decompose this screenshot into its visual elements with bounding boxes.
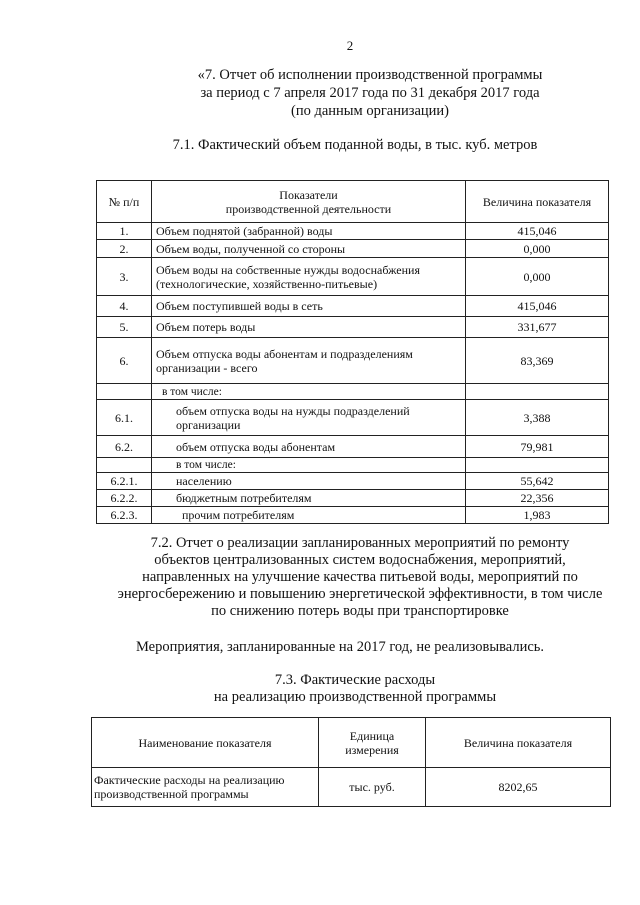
row-num: 5. (97, 317, 152, 338)
row-indicator: прочим потребителям (152, 507, 466, 524)
row-value (466, 458, 609, 473)
section-7-3-title (0, 672, 640, 706)
header-indicator-name: Наименование показателя (92, 718, 319, 768)
row-indicator: Объем потерь воды (152, 317, 466, 338)
header-num: № п/п (97, 181, 152, 223)
row-num: 6. (97, 338, 152, 384)
table-row (97, 400, 609, 436)
row-indicator: населению (152, 473, 466, 490)
row-num: 6.1. (97, 400, 152, 436)
row-value: 8202,65 (426, 768, 611, 807)
table-row (92, 768, 611, 807)
table-row (97, 258, 609, 296)
row-num (97, 384, 152, 400)
table-row (97, 317, 609, 338)
table-row (97, 473, 609, 490)
table-row (97, 458, 609, 473)
row-value: 79,981 (466, 436, 609, 458)
row-indicator: в том числе: (152, 384, 466, 400)
table-row (97, 436, 609, 458)
header-value: Величина показателя (426, 718, 611, 768)
row-num: 2. (97, 240, 152, 258)
section-7-title-line: за период с 7 апреля 2017 года по 31 декабря 2017 года (200, 85, 540, 101)
row-value: 22,356 (466, 490, 609, 507)
row-value: 0,000 (466, 258, 609, 296)
page-number: 2 (346, 38, 354, 53)
row-indicator: бюджетным потребителям (152, 490, 466, 507)
row-indicator: Объем воды на собственные нужды водоснабжения (технологические, хозяйственно-питьевые) (152, 258, 466, 296)
row-num: 4. (97, 296, 152, 317)
table-row (97, 507, 609, 524)
row-unit: тыс. руб. (319, 768, 426, 807)
row-value: 55,642 (466, 473, 609, 490)
section-7-3-title-line: 7.3. Фактические расходы (274, 672, 436, 688)
section-7-title-line: (по данным организации) (290, 103, 449, 119)
section-7-2-note: Мероприятия, запланированные на 2017 год, не реализовывались. (135, 639, 545, 655)
row-num: 6.2.3. (97, 507, 152, 524)
table-row (97, 384, 609, 400)
section-7-2-title-line: направленных на улучшение качества питьевой воды, мероприятий по (142, 569, 578, 585)
row-value: 1,983 (466, 507, 609, 524)
row-indicator: Объем поступившей воды в сеть (152, 296, 466, 317)
section-7-2-title-line: объектов централизованных систем водоснабжения, мероприятий, (154, 552, 566, 568)
row-indicator: Объем воды, полученной со стороны (152, 240, 466, 258)
row-num: 6.2.1. (97, 473, 152, 490)
header-indicator: Показатели производственной деятельности (152, 181, 466, 223)
table-row (97, 240, 609, 258)
table-row (97, 490, 609, 507)
row-num: 3. (97, 258, 152, 296)
row-indicator: Объем поднятой (забранной) воды (152, 223, 466, 240)
section-7-title-line: «7. Отчет об исполнении производственной программы (197, 67, 543, 83)
section-7-1-title: 7.1. Фактический объем поданной воды, в тыс. куб. метров (172, 137, 538, 153)
row-indicator: Объем отпуска воды абонентам и подразделениям организации - всего (152, 338, 466, 384)
row-num: 1. (97, 223, 152, 240)
row-num: 6.2.2. (97, 490, 152, 507)
section-7-2-title (0, 535, 640, 620)
row-value: 415,046 (466, 223, 609, 240)
section-7-2-title-line: 7.2. Отчет о реализации запланированных мероприятий по ремонту (150, 535, 570, 551)
row-value: 331,677 (466, 317, 609, 338)
row-value: 3,388 (466, 400, 609, 436)
row-value: 415,046 (466, 296, 609, 317)
section-7-title (0, 66, 640, 120)
row-num: 6.2. (97, 436, 152, 458)
row-value (466, 384, 609, 400)
table-header-row (97, 181, 609, 223)
row-num (97, 458, 152, 473)
section-7-3-title-line: на реализацию производственной программы (213, 689, 497, 705)
table-row (97, 338, 609, 384)
table-row (97, 223, 609, 240)
header-value: Величина показателя (466, 181, 609, 223)
water-volume-table (96, 180, 609, 524)
header-unit: Единица измерения (319, 718, 426, 768)
row-value: 83,369 (466, 338, 609, 384)
row-indicator: объем отпуска воды на нужды подразделений организации (152, 400, 466, 436)
row-indicator: Фактические расходы на реализацию производственной программы (92, 768, 319, 807)
section-7-2-title-line: энергосбережению и повышению энергетической эффективности, в том числе (117, 586, 603, 602)
section-7-2-title-line: по снижению потерь воды при транспортировке (211, 603, 509, 619)
table-header-row (92, 718, 611, 768)
row-value: 0,000 (466, 240, 609, 258)
expenses-table (91, 717, 611, 807)
row-indicator: объем отпуска воды абонентам (152, 436, 466, 458)
table-row (97, 296, 609, 317)
row-indicator: в том числе: (152, 458, 466, 473)
